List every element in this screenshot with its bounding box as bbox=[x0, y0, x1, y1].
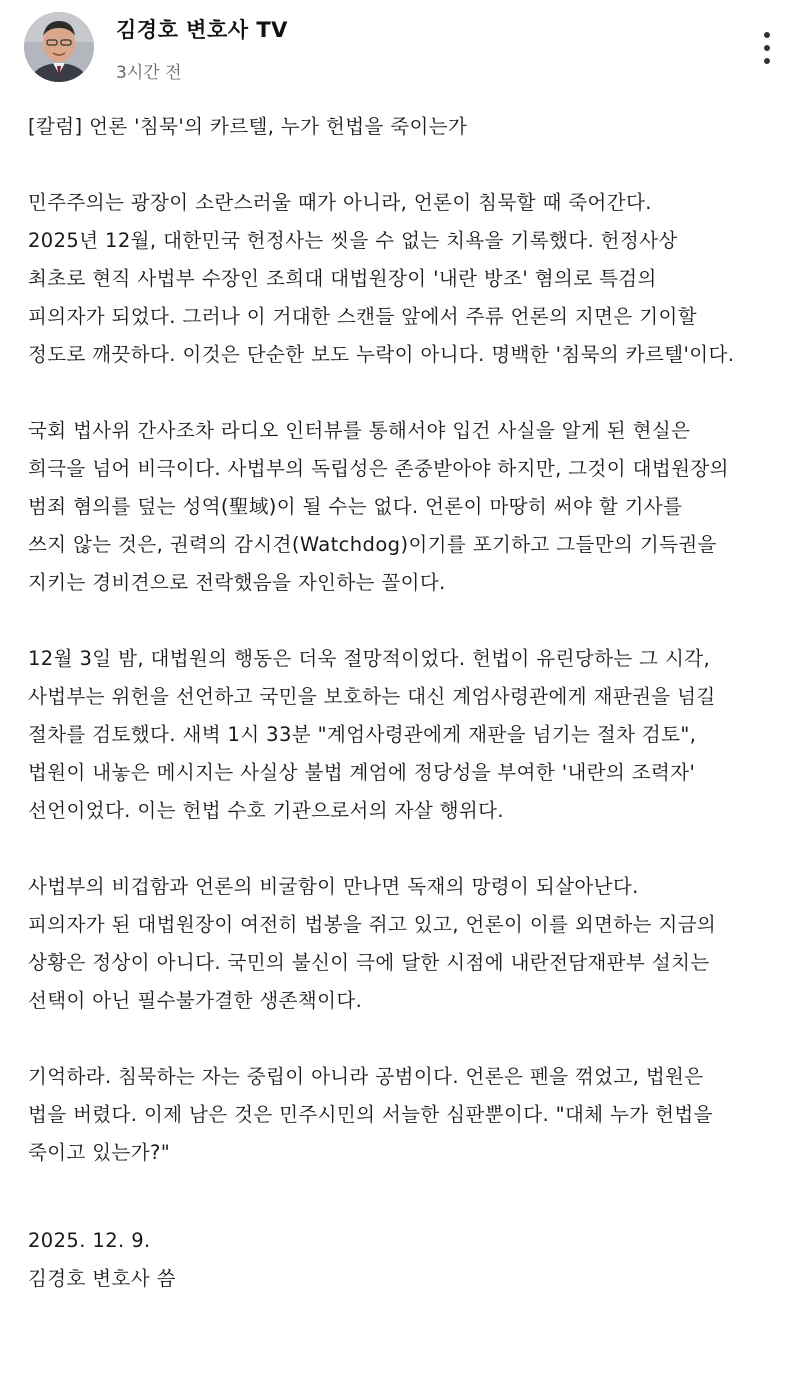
body-line: 피의자가 된 대법원장이 여전히 법봉을 쥐고 있고, 언론이 이를 외면하는 지금의 bbox=[28, 913, 717, 936]
post-body bbox=[28, 108, 776, 1298]
paragraph-spacer bbox=[28, 374, 776, 412]
body-line: 죽이고 있는가?" bbox=[28, 1141, 171, 1164]
post-author: 김경호 변호사 씀 bbox=[28, 1267, 176, 1290]
body-line: 법원이 내놓은 메시지는 사실상 불법 계엄에 정당성을 부여한 '내란의 조력자' bbox=[28, 761, 696, 784]
paragraph-spacer bbox=[28, 830, 776, 868]
body-line: 정도로 깨끗하다. 이것은 단순한 보도 누락이 아니다. 명백한 '침묵의 카르텔'이다. bbox=[28, 343, 735, 366]
body-line: 법을 버렸다. 이제 남은 것은 민주시민의 서늘한 심판뿐이다. "대체 누가 헌법을 bbox=[28, 1103, 713, 1126]
body-line: 상황은 정상이 아니다. 국민의 불신이 극에 달한 시점에 내란전담재판부 설치는 bbox=[28, 951, 710, 974]
channel-avatar[interactable] bbox=[24, 12, 94, 82]
body-line: 사법부의 비겁함과 언론의 비굴함이 만나면 독재의 망령이 되살아난다. bbox=[28, 875, 639, 898]
more-options-button[interactable] bbox=[752, 28, 782, 68]
vertical-ellipsis-dot bbox=[764, 58, 770, 64]
paragraph-spacer bbox=[28, 602, 776, 640]
body-line: 선택이 아닌 필수불가결한 생존책이다. bbox=[28, 989, 363, 1012]
vertical-ellipsis-dot bbox=[764, 45, 770, 51]
paragraph-spacer bbox=[28, 1020, 776, 1058]
body-line: 12월 3일 밤, 대법원의 행동은 더욱 절망적이었다. 헌법이 유린당하는 그 시각, bbox=[28, 647, 711, 670]
profile-photo-icon bbox=[24, 12, 94, 82]
body-line: 선언이었다. 이는 헌법 수호 기관으로서의 자살 행위다. bbox=[28, 799, 505, 822]
body-line: 피의자가 되었다. 그러나 이 거대한 스캔들 앞에서 주류 언론의 지면은 기이할 bbox=[28, 305, 697, 328]
body-line: 사법부는 위헌을 선언하고 국민을 보호하는 대신 계엄사령관에게 재판권을 넘길 bbox=[28, 685, 716, 708]
body-line: 국회 법사위 간사조차 라디오 인터뷰를 통해서야 입건 사실을 알게 된 현실은 bbox=[28, 419, 691, 442]
post-title: [칼럼] 언론 '침묵'의 카르텔, 누가 헌법을 죽이는가 bbox=[28, 115, 468, 138]
body-line: 절차를 검토했다. 새벽 1시 33분 "계엄사령관에게 재판을 넘기는 절차 검토", bbox=[28, 723, 697, 746]
post-date: 2025. 12. 9. bbox=[28, 1229, 151, 1252]
body-line: 최초로 현직 사법부 수장인 조희대 대법원장이 '내란 방조' 혐의로 특검의 bbox=[28, 267, 657, 290]
body-line: 2025년 12월, 대한민국 헌정사는 씻을 수 없는 치욕을 기록했다. 헌정사상 bbox=[28, 229, 678, 252]
body-line: 범죄 혐의를 덮는 성역(聖域)이 될 수는 없다. 언론이 마땅히 써야 할 기사를 bbox=[28, 495, 683, 518]
body-line: 지키는 경비견으로 전락했음을 자인하는 꼴이다. bbox=[28, 571, 446, 594]
channel-name[interactable]: 김경호 변호사 TV bbox=[116, 18, 288, 42]
post-header bbox=[0, 0, 800, 100]
body-line: 민주주의는 광장이 소란스러울 때가 아니라, 언론이 침묵할 때 죽어간다. bbox=[28, 191, 652, 214]
body-line: 희극을 넘어 비극이다. 사법부의 독립성은 존중받아야 하지만, 그것이 대법원장의 bbox=[28, 457, 729, 480]
body-line: 쓰지 않는 것은, 권력의 감시견(Watchdog)이기를 포기하고 그들만의 기득권을 bbox=[28, 533, 717, 556]
body-line: 기억하라. 침묵하는 자는 중립이 아니라 공범이다. 언론은 펜을 꺾었고, 법원은 bbox=[28, 1065, 704, 1088]
signature-spacer bbox=[28, 1172, 776, 1222]
post-timestamp: 3시간 전 bbox=[116, 63, 182, 83]
vertical-ellipsis-icon bbox=[764, 32, 770, 38]
